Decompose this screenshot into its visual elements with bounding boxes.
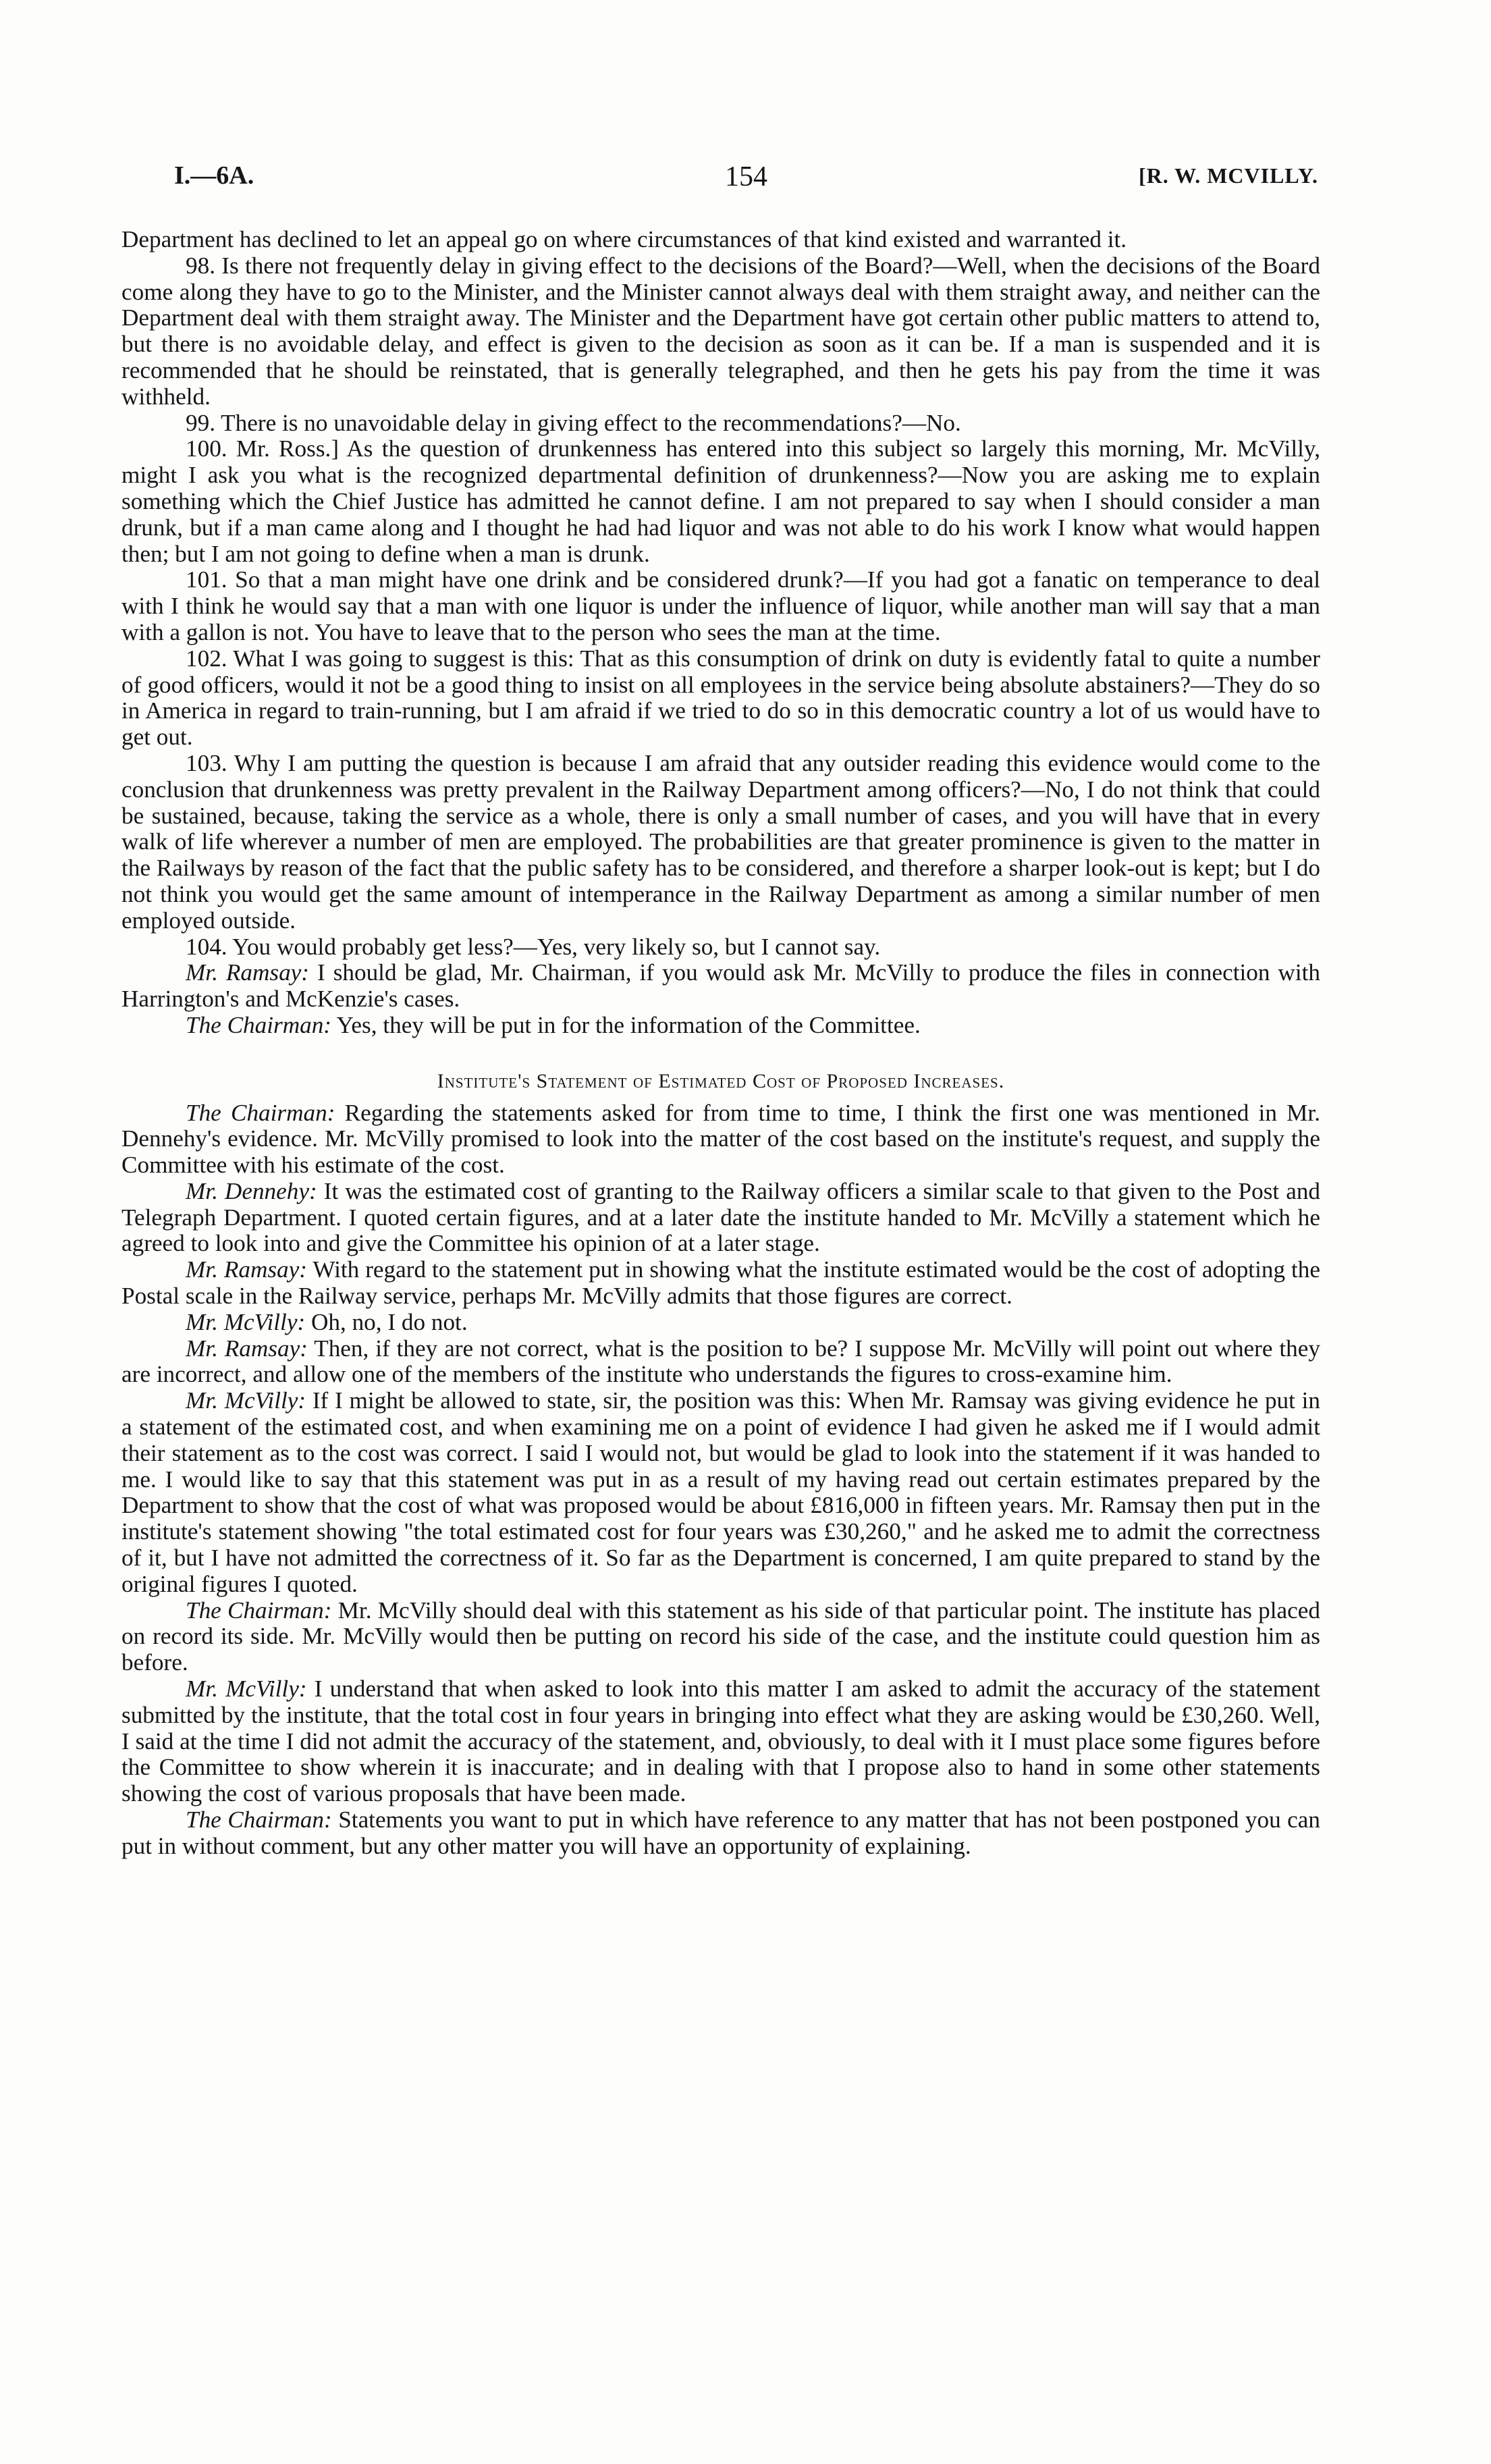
speech-mcvilly: Mr. McVilly: If I might be allowed to state, sir, the position was this: When Mr. Ramsay was giving evidence he put in a statement of the estimated cost, and when examining me on a point of evidence I had given he asked me if I would admit their statement as to the cost was correct. I said I would not, but would be glad to look into the statement if it was handed to me. I would like to say that this statement was put in as a result of my having read out certain estimates prepared by the Department to show that the cost of what was proposed would be about £816,000 in fifteen years. Mr. Ramsay then put in the institute's statement showing "the total estimated cost for four years was £30,260," and he asked me to admit the correctness of it, but I have not admitted the correctness of it. So far as the Department is concerned, I am quite prepared to stand by the original figures I quoted. bbox=[121, 1387, 1320, 1597]
speech-ramsay: Mr. Ramsay: Then, if they are not correct, what is the position to be? I suppose Mr. McVilly will point out where they are incorrect, and allow one of the members of the institute who understands the figures to cross-examine him. bbox=[121, 1335, 1320, 1388]
speech-mcvilly: Mr. McVilly: I understand that when asked to look into this matter I am asked to admit the accuracy of the statement submitted by the institute, that the total cost in four years in bringing into effect what they are asking would be £30,260. Well, I said at the time I did not admit the accuracy of the statement, and, obviously, to deal with it I must place some figures before the Committee to show wherein it is inaccurate; and in dealing with that I propose also to hand in some other statements showing the cost of various proposals that have been made. bbox=[121, 1676, 1320, 1807]
document-reference: I.—6A. bbox=[174, 161, 254, 190]
witness-name: [R. W. MCVILLY. bbox=[1138, 163, 1318, 188]
speaker: The Chairman: bbox=[186, 1011, 332, 1038]
speech-mcvilly: Mr. McVilly: Oh, no, I do not. bbox=[186, 1308, 468, 1335]
continuation-paragraph: Department has declined to let an appeal go on where circumstances of that kind existed and warranted it. bbox=[121, 226, 1127, 252]
speaker: Mr. Ramsay: bbox=[186, 1256, 307, 1283]
question-101: 101. So that a man might have one drink and be considered drunk?—If you had got a fanatic on temperance to deal with I think he would say that a man with one liquor is under the influence of liquor, while another man will say that a man with a gallon is not. You have to leave that to the person who sees the man at the time. bbox=[121, 566, 1320, 645]
speaker: The Chairman: bbox=[186, 1806, 332, 1833]
question-103: 103. Why I am putting the question is because I am afraid that any outsider reading this evidence would come to the conclusion that drunkenness was pretty prevalent in the Railway Department among officers?—No, I do not think that could be sustained, because, taking the service as a whole, there is only a small number of cases, and you will have that in every walk of life wherever a number of men are employed. The probabilities are that greater prominence is given to the matter in the Railways by reason of the fact that the public safety has to be considered, and therefore a sharper look-out is kept; but I do not think you would get the same amount of intemperance in the Railway Department as among a similar number of men employed outside. bbox=[121, 749, 1320, 934]
speech-ramsay: Mr. Ramsay: With regard to the statement put in showing what the institute estimated would be the cost of adopting the Postal scale in the Railway service, perhaps Mr. McVilly admits that those figures are correct. bbox=[121, 1256, 1320, 1310]
speaker: Mr. McVilly: bbox=[186, 1387, 306, 1414]
speaker: Mr. Ramsay: bbox=[186, 1335, 308, 1362]
speaker: Mr. McVilly: bbox=[186, 1308, 306, 1335]
speech-chairman: The Chairman: Regarding the statements asked for from time to time, I think the first one was mentioned in Mr. Dennehy's evidence. Mr. McVilly promised to look into the matter of the cost based on the institute's request, and supply the Committee with his estimate of the cost. bbox=[121, 1099, 1320, 1179]
speaker: The Chairman: bbox=[186, 1597, 332, 1624]
question-102: 102. What I was going to suggest is this: That as this consumption of drink on duty is evidently fatal to quite a number of good officers, would it not be a good thing to insist on all employees in the service being absolute abstainers?—They do so in America in regard to train-running, but I am afraid if we tried to do so in this democratic country a lot of us would have to get out. bbox=[121, 645, 1320, 751]
speech-chairman: The Chairman: Mr. McVilly should deal with this statement as his side of that particular point. The institute has placed on record its side. Mr. McVilly would then be putting on record his side of the case, and the institute could question him as before. bbox=[121, 1597, 1320, 1676]
speaker: Mr. McVilly: bbox=[186, 1676, 307, 1703]
speech-ramsay: Mr. Ramsay: I should be glad, Mr. Chairman, if you would ask Mr. McVilly to produce the files in connection with Harrington's and McKenzie's cases. bbox=[121, 959, 1320, 1013]
body-text bbox=[121, 227, 1320, 1860]
section-heading: Institute's Statement of Estimated Cost of Proposed Increases. bbox=[437, 1069, 1005, 1092]
speech-chairman: The Chairman: Statements you want to put in which have reference to any matter that has not been postponed you can put in without comment, but any other matter you will have an opportunity of explaining. bbox=[121, 1806, 1320, 1859]
page-number: 154 bbox=[725, 161, 767, 192]
speech-dennehy: Mr. Dennehy: It was the estimated cost of granting to the Railway officers a similar scale to that given to the Post and Telegraph Department. I quoted certain figures, and at a later date the institute handed to Mr. McVilly a statement which he agreed to look into and give the Committee his opinion of at a later stage. bbox=[121, 1177, 1321, 1257]
question-98: 98. Is there not frequently delay in giving effect to the decisions of the Board?—Well, when the decisions of the Board come along they have to go to the Minister, and the Minister cannot always deal with them straight away, and neither can the Department deal with them straight away. The Minister and the Department have got certain other public matters to attend to, but there is no avoidable delay, and effect is given to the decision as soon as it can be. If a man is suspended and it is recommended that he should be reinstated, that is generally telegraphed, and then he gets his pay from the time it was withheld. bbox=[121, 252, 1320, 410]
speaker: Mr. Ramsay: bbox=[186, 959, 310, 986]
running-head bbox=[174, 161, 1318, 201]
question-104: 104. You would probably get less?—Yes, very likely so, but I cannot say. bbox=[186, 933, 881, 960]
speech-chairman: The Chairman: Yes, they will be put in for the information of the Committee. bbox=[186, 1011, 921, 1038]
speaker: The Chairman: bbox=[186, 1099, 335, 1126]
question-99: 99. There is no unavoidable delay in giving effect to the recommendations?—No. bbox=[186, 409, 961, 436]
speaker: Mr. Dennehy: bbox=[186, 1177, 317, 1204]
question-100: 100. Mr. Ross.] As the question of drunkenness has entered into this subject so largely this morning, Mr. McVilly, might I ask you what is the recognized departmental definition of drunkenness?—Now you are asking me to explain something which the Chief Justice has admitted he cannot define. I am not prepared to say when I should consider a man drunk, but if a man came along and I thought he had had liquor and was not able to do his work I know what would happen then; but I am not going to define when a man is drunk. bbox=[121, 435, 1320, 567]
